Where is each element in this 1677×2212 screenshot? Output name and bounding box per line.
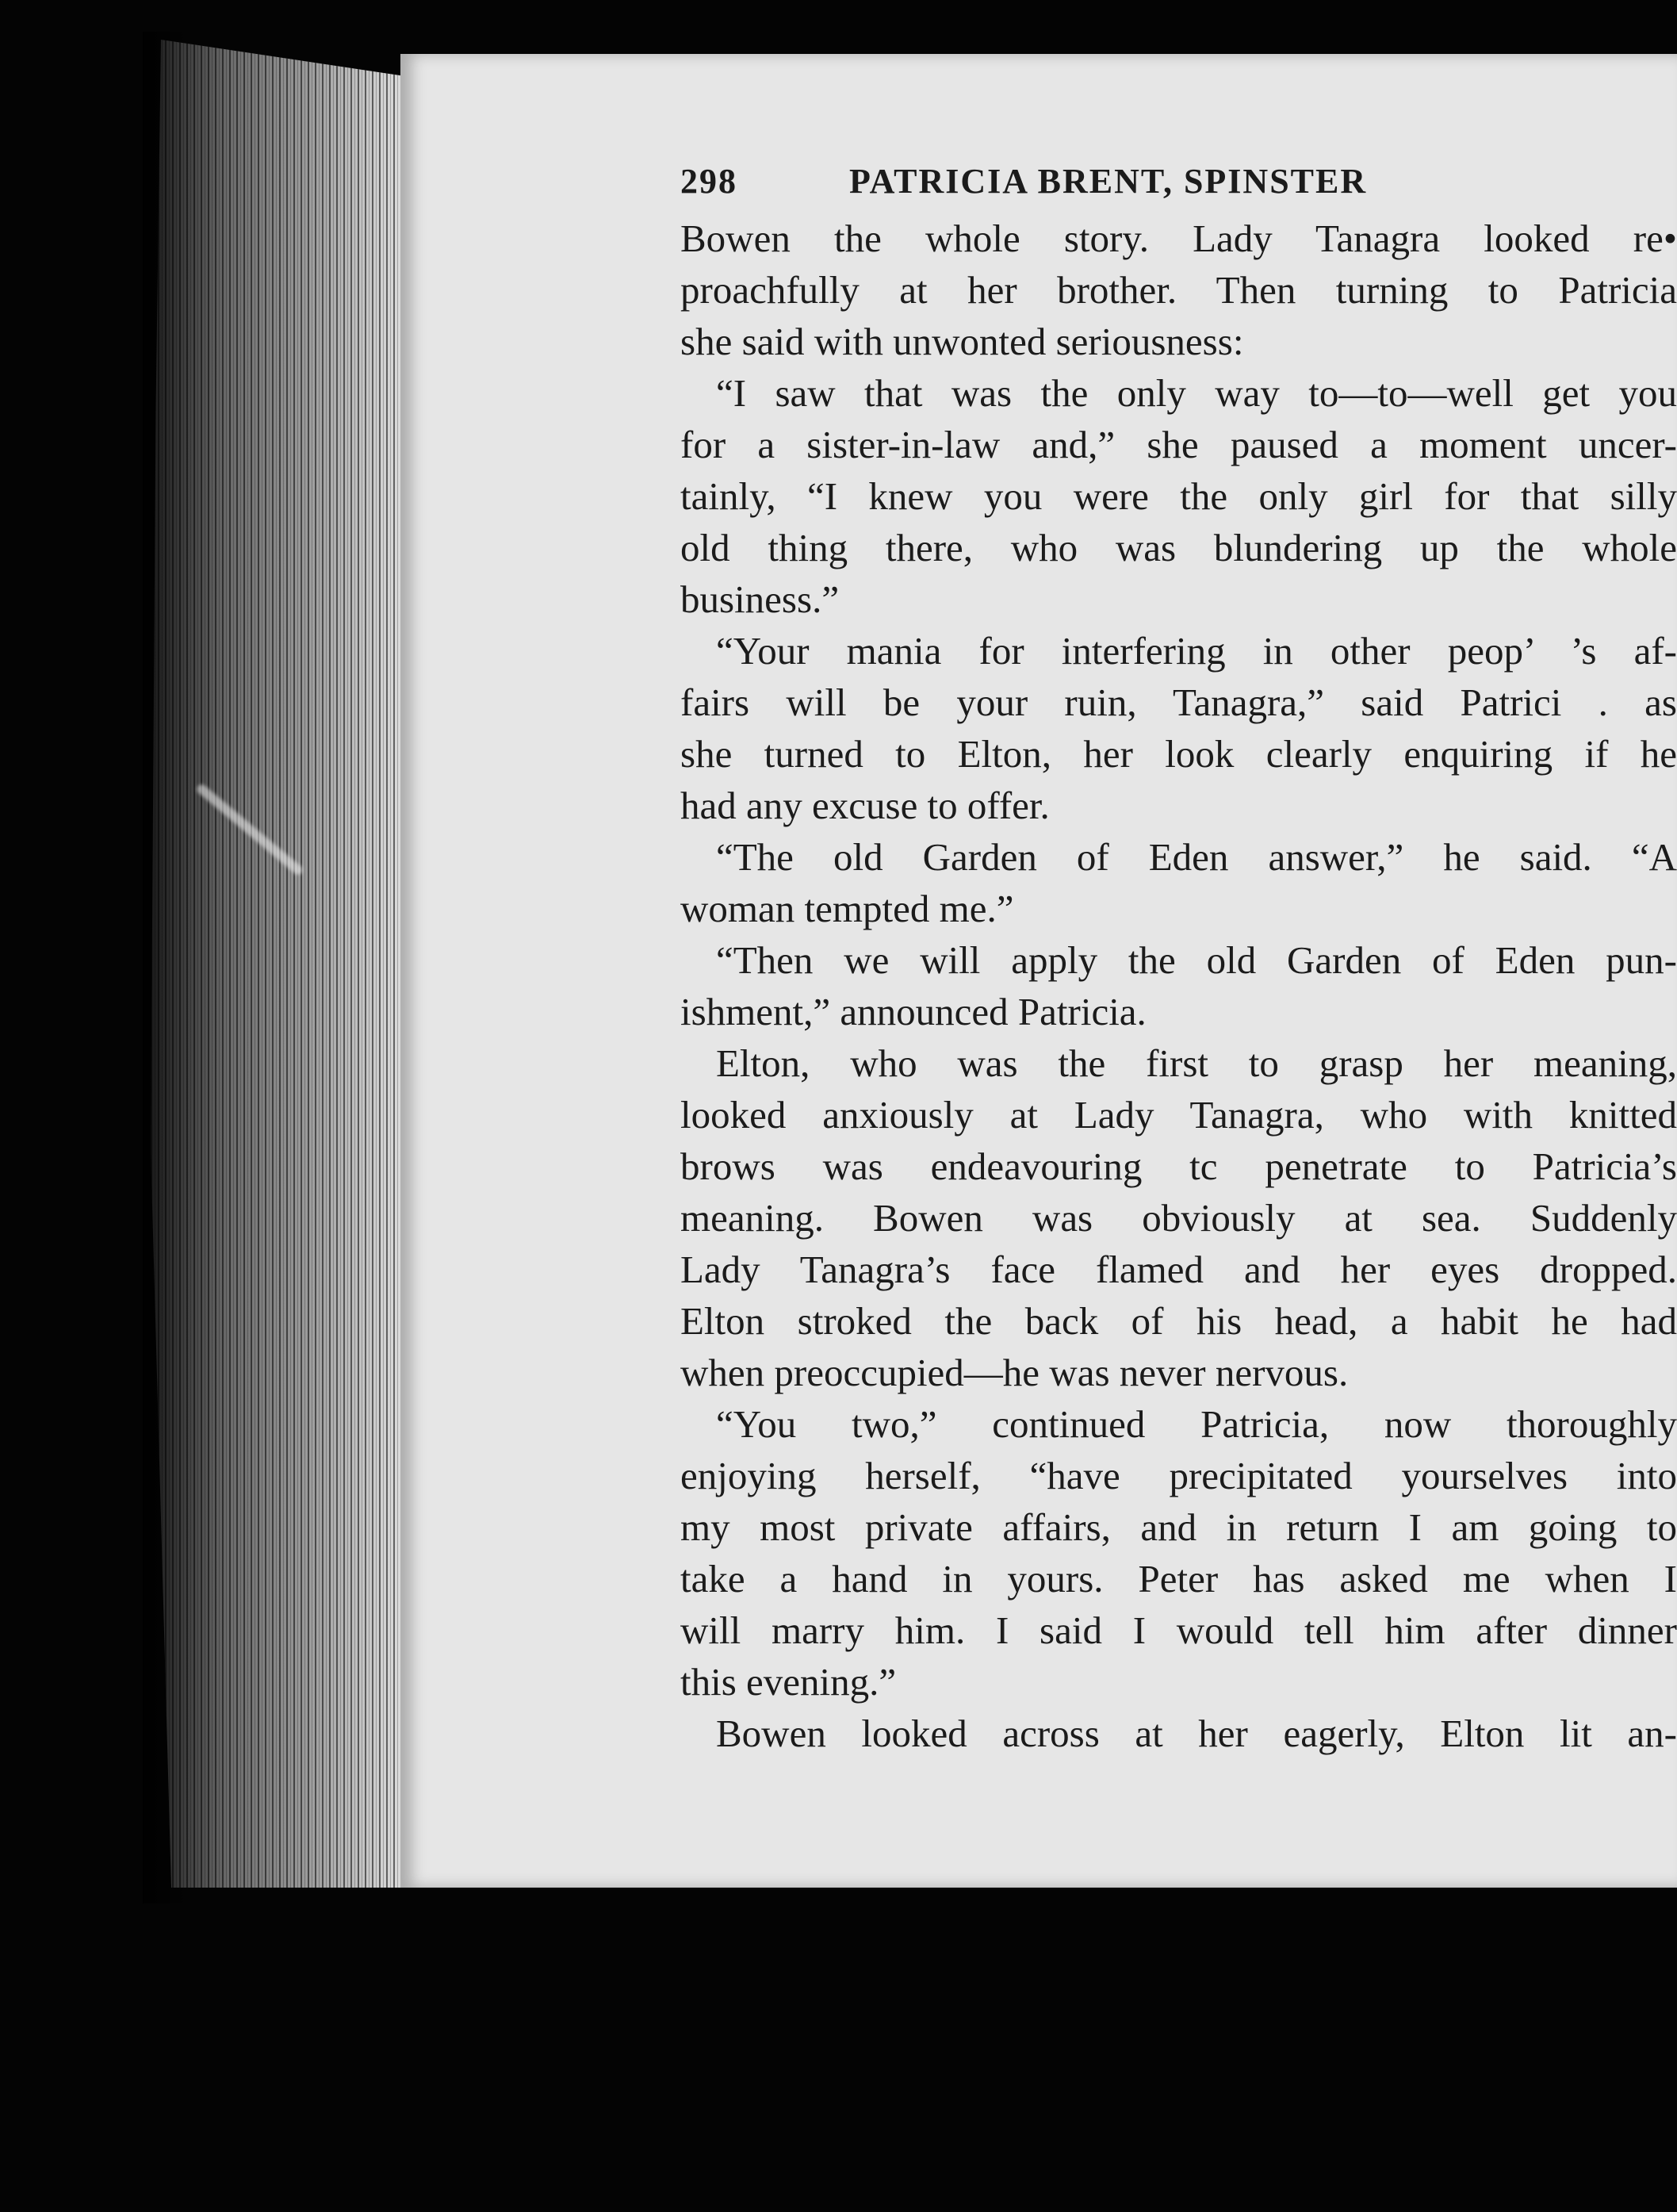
text-line: she said with unwonted seriousness: — [680, 320, 1244, 363]
page-number: 298 — [680, 162, 737, 201]
text-line: fairs will be your ruin, Tanagra,” said Patrici . as — [680, 680, 1677, 724]
text-line: “Your mania for interfering in other peop’ ’s af- — [716, 629, 1677, 673]
text-line: Bowen looked across at her eagerly, Elton lit an- — [716, 1712, 1677, 1755]
running-header — [680, 155, 1677, 207]
text-line: will marry him. I said I would tell him after dinner — [680, 1608, 1677, 1652]
text-line: ishment,” announced Patricia. — [680, 990, 1147, 1033]
text-line: meaning. Bowen was obviously at sea. Suddenly — [680, 1196, 1677, 1240]
text-line: “The old Garden of Eden answer,” he said. “A — [716, 835, 1677, 879]
text-line: business.” — [680, 577, 840, 621]
text-line: my most private affairs, and in return I am going to — [680, 1505, 1677, 1549]
text-line: Lady Tanagra’s face flamed and her eyes dropped. — [680, 1248, 1677, 1291]
text-line: had any excuse to offer. — [680, 784, 1050, 827]
text-line: looked anxiously at Lady Tanagra, who with knitted — [680, 1093, 1677, 1137]
text-line: “I saw that was the only way to—to—well get you — [716, 371, 1677, 415]
page-edges — [151, 40, 408, 1888]
text-line: for a sister-in-law and,” she paused a moment uncer- — [680, 423, 1677, 466]
text-line: enjoying herself, “have precipitated yourselves into — [680, 1454, 1677, 1497]
text-line: old thing there, who was blundering up the whole — [680, 526, 1677, 569]
text-line: brows was endeavouring tc penetrate to Patricia’s — [680, 1144, 1677, 1188]
text-line: this evening.” — [680, 1660, 897, 1704]
text-line: when preoccupied—he was never nervous. — [680, 1351, 1349, 1394]
text-line: Elton, who was the first to grasp her meaning, — [716, 1041, 1677, 1085]
text-line: woman tempted me.” — [680, 887, 1014, 930]
running-title: PATRICIA BRENT, SPINSTER — [849, 162, 1368, 201]
text-line: tainly, “I knew you were the only girl for that silly — [680, 474, 1677, 518]
text-line: she turned to Elton, her look clearly enquiring if he — [680, 732, 1677, 776]
book-page — [400, 54, 1677, 1888]
text-line: Elton stroked the back of his head, a habit he had — [680, 1299, 1677, 1343]
text-line: “Then we will apply the old Garden of Eden pun- — [716, 938, 1677, 982]
text-line: proachfully at her brother. Then turning to Patricia — [680, 268, 1677, 312]
text-line: Bowen the whole story. Lady Tanagra looked re• — [680, 217, 1677, 260]
text-line: take a hand in yours. Peter has asked me when I — [680, 1557, 1677, 1601]
text-line: “You two,” continued Patricia, now thoroughly — [716, 1402, 1677, 1446]
